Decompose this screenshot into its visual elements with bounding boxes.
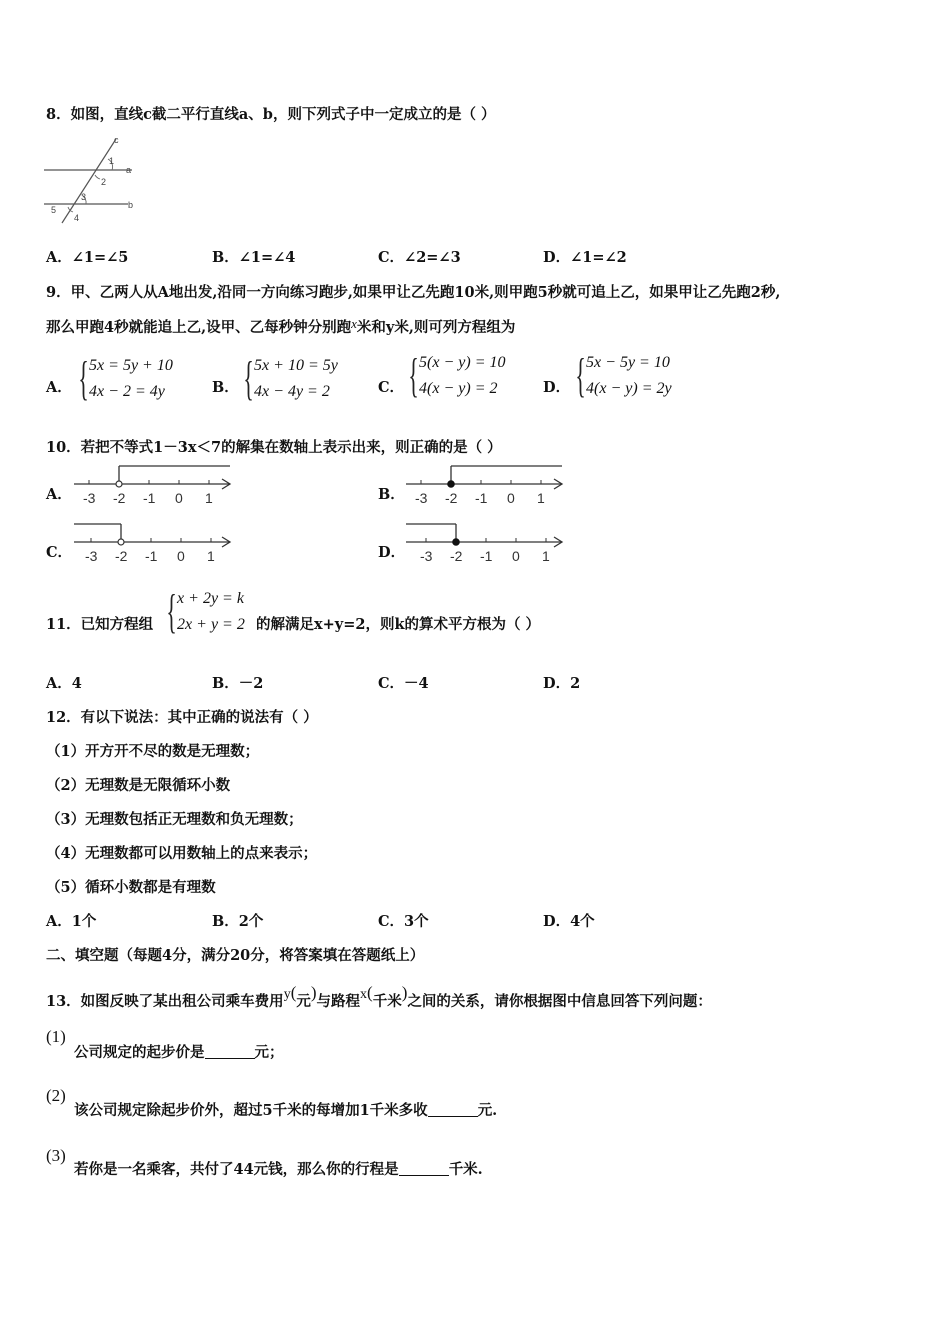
q11-stem-pre: 11．已知方程组 [46,616,154,633]
q8-option-d[interactable]: D．∠1=∠2 [543,249,627,266]
q13-stem: 13．如图反映了某出租公司乘车费用y(元)与路程x(千米)之间的关系，请你根据图中信息回答下列问题： [46,983,712,1010]
q13-part-1 [74,1041,284,1062]
q13-stem-mid: 与路程 [316,993,361,1010]
q9-var-x: x [351,316,357,331]
q13-part-2-unit: 元. [477,1102,498,1119]
q10-option-a-numberline [70,462,238,507]
q8-label-b: b [128,200,134,210]
q11-option-a[interactable]: A．4 [46,675,82,692]
q13-part-2-number: (2) [46,1086,66,1105]
q8-label-4: 4 [74,213,80,223]
q9-option-a-system [72,352,173,405]
q13-part-3-answer-blank[interactable] [399,1161,449,1176]
q13-stem-pre: 13．如图反映了某出租公司乘车费用 [46,993,284,1010]
q8-figure [40,133,140,225]
q10-option-b-numberline [402,462,570,507]
q13-part-3 [74,1158,483,1179]
q12-statement-4: （4）无理数都可以用数轴上的点来表示； [46,845,318,862]
q9-stem-line1: 9．甲、乙两人从A地出发,沿同一方向练习跑步,如果甲让乙先跑10米,则甲跑5秒就可追上乙，如果甲让乙先跑2秒, [46,284,781,301]
q10-option-b-label[interactable]: B． [378,486,405,503]
q10-b-tick-0: 0 [507,490,515,506]
q13-stem-post: 之间的关系，请你根据图中信息回答下列问题： [407,993,712,1010]
q11-option-b[interactable]: B．－2 [212,675,264,692]
q13-x-var: x [360,987,368,1002]
q9-stem-pre: 那么甲跑4秒就能追上乙,设甲、乙每秒钟分别跑 [46,319,352,336]
q9-option-a-eq2: 4x − 2 = 4y [89,383,165,400]
q10-d-tick-m3: -3 [420,548,433,564]
q10-c-tick-m1: -1 [145,548,158,564]
q11-brace: { [166,585,177,638]
q9-option-b-label[interactable]: B． [212,379,239,396]
q9-option-b-brace: { [243,352,254,405]
q9-option-b-eq2: 4x − 4y = 2 [254,383,330,400]
q10-d-tick-m2: -2 [450,548,463,564]
q9-option-a-eq1: 5x = 5y + 10 [89,357,173,374]
q10-c-tick-0: 0 [177,548,185,564]
q12-option-a[interactable]: A．1个 [46,913,97,930]
q8-option-b[interactable]: B．∠1=∠4 [212,249,296,266]
q12-stem: 12．有以下说法：其中正确的说法有（ ） [46,709,318,726]
q10-option-d-label[interactable]: D． [378,544,406,561]
q10-c-tick-m2: -2 [115,548,128,564]
q9-option-b-system [237,352,338,405]
q8-label-2: 2 [101,177,107,187]
q10-d-tick-0: 0 [512,548,520,564]
q9-stem-post: 米和y米,则可列方程组为 [356,319,516,336]
q10-c-tick-1: 1 [207,548,215,564]
q9-option-d-eq1: 5x − 5y = 10 [586,354,670,371]
q13-part-2-text: 该公司规定除起步价外，超过5千米的每增加1千米多收 [74,1102,428,1119]
q9-option-d-eq2: 4(x − y) = 2y [586,380,672,397]
q13-part-1-text: 公司规定的起步价是 [74,1044,205,1061]
q13-y-unit: 元 [296,993,311,1010]
q12-option-b[interactable]: B．2个 [212,913,264,930]
q10-a-tick-m2: -2 [113,490,126,506]
q9-option-a-label[interactable]: A． [46,379,72,396]
q10-b-tick-m1: -1 [475,490,488,506]
q8-stem: 8．如图，直线c截二平行直线a、b，则下列式子中一定成立的是（ ） [46,106,496,123]
q9-option-d-label[interactable]: D． [543,379,571,396]
q8-option-a[interactable]: A．∠1=∠5 [46,249,129,266]
q8-label-1: 1 [109,156,115,166]
q10-option-a-label[interactable]: A． [46,486,72,503]
q9-option-c-eq1: 5(x − y) = 10 [419,354,506,371]
q13-part-1-number: (1) [46,1027,66,1046]
section-2-heading: 二、填空题（每题4分，满分20分，将答案填在答题纸上） [46,947,425,964]
q13-part-3-text: 若你是一名乘客，共付了44元钱，那么你的行程是 [74,1161,399,1178]
q12-statement-3: （3）无理数包括正无理数和负无理数； [46,811,303,828]
q9-option-c-label[interactable]: C． [378,379,405,396]
q12-option-d[interactable]: D．4个 [543,913,595,930]
q13-y-var: y [283,987,291,1002]
q9-stem-line2 [46,316,515,337]
q11-eq2: 2x + y = 2 [177,616,245,633]
q8-label-c: c [114,135,119,145]
q8-label-3: 3 [81,192,87,202]
q9-option-d-brace: { [575,349,586,402]
q11-option-d[interactable]: D．2 [543,675,581,692]
q13-part-2 [74,1099,497,1120]
q12-statement-2: （2）无理数是无限循环小数 [46,777,231,794]
q10-b-tick-m2: -2 [445,490,458,506]
q10-d-tick-m1: -1 [480,548,493,564]
q13-part-3-unit: 千米. [448,1161,483,1178]
q11-option-c[interactable]: C．－4 [378,675,429,692]
q13-part-2-answer-blank[interactable] [428,1102,478,1117]
q9-option-c-eq2: 4(x − y) = 2 [419,380,498,397]
q11-stem-post: 的解满足x+y=2，则k的算术平方根为（ ） [256,616,541,633]
q10-d-tick-1: 1 [542,548,550,564]
q10-a-tick-0: 0 [175,490,183,506]
q8-option-c[interactable]: C．∠2=∠3 [378,249,461,266]
q10-a-tick-1: 1 [205,490,213,506]
q10-option-c-label[interactable]: C． [46,544,73,561]
q13-part-3-number: (3) [46,1146,66,1165]
q8-label-5: 5 [51,205,57,215]
q10-a-tick-m1: -1 [143,490,156,506]
q12-statement-5: （5）循环小数都是有理数 [46,879,216,896]
q13-part-1-unit: 元； [254,1044,284,1061]
q12-statement-1: （1）开方开不尽的数是无理数； [46,743,260,760]
q13-x-unit: 千米 [372,993,402,1010]
q8-label-a: a [126,165,132,175]
q10-option-d-numberline [402,520,570,565]
q9-option-c-brace: { [408,349,419,402]
q10-stem: 10．若把不等式1－3x＜7的解集在数轴上表示出来，则正确的是（ ） [46,439,502,456]
q10-a-tick-m3: -3 [83,490,96,506]
q10-option-c-numberline [70,520,238,565]
q11-eq1: x + 2y = k [177,590,244,607]
q9-option-d-system [569,349,672,402]
q10-b-tick-m3: -3 [415,490,428,506]
q9-option-b-eq1: 5x + 10 = 5y [254,357,338,374]
q12-option-c[interactable]: C．3个 [378,913,429,930]
q11-system [160,585,245,638]
q10-b-tick-1: 1 [537,490,545,506]
q13-part-1-answer-blank[interactable] [205,1044,255,1059]
q9-option-c-system [402,349,506,402]
q10-c-tick-m3: -3 [85,548,98,564]
q9-option-a-brace: { [78,352,89,405]
